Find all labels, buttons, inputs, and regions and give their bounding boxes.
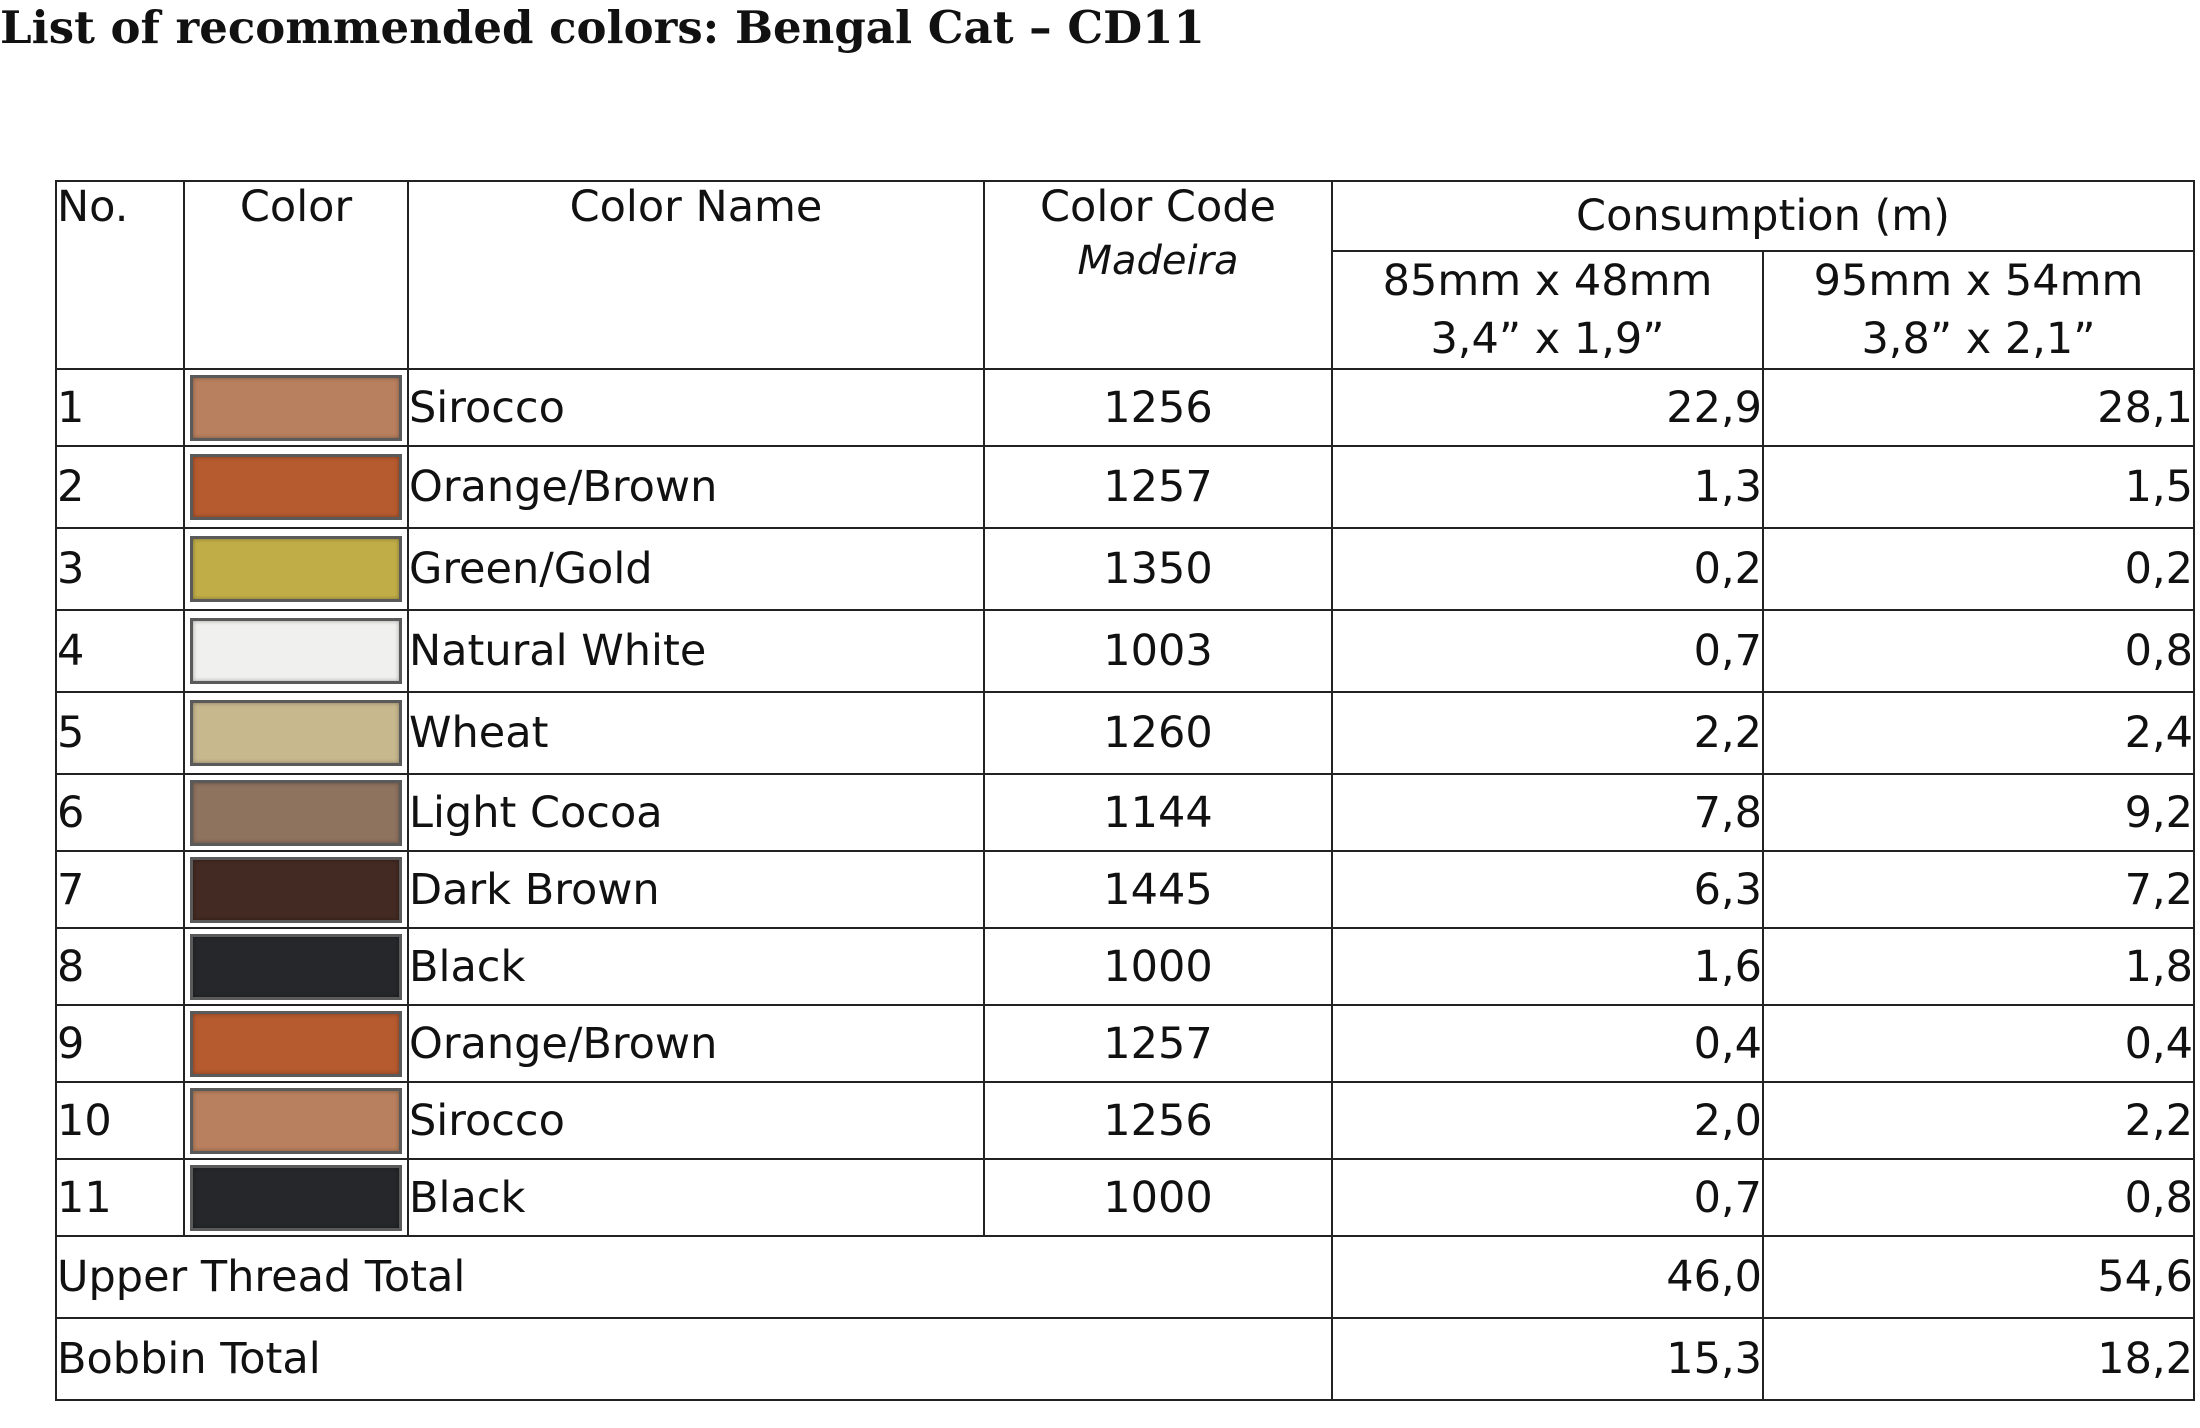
color-name: Light Cocoa [408,774,984,851]
color-swatch [190,857,402,923]
color-code: 1256 [984,369,1332,446]
consumption-large: 2,4 [1763,692,2194,774]
header-color: Color [184,181,408,369]
table-row [56,446,2194,528]
color-code: 1144 [984,774,1332,851]
consumption-large: 28,1 [1763,369,2194,446]
color-code: 1256 [984,1082,1332,1159]
header-color-name: Color Name [408,181,984,369]
color-name: Black [408,928,984,1005]
swatch-cell [184,928,408,1005]
header-color-code [984,181,1332,369]
row-number: 5 [56,692,184,774]
consumption-small: 7,8 [1332,774,1763,851]
row-number: 7 [56,851,184,928]
consumption-large: 0,2 [1763,528,2194,610]
color-code: 1000 [984,1159,1332,1236]
consumption-small: 6,3 [1332,851,1763,928]
table-row [56,528,2194,610]
table-body [56,369,2194,1400]
color-name: Sirocco [408,1082,984,1159]
color-name: Wheat [408,692,984,774]
color-swatch [190,934,402,1000]
consumption-large: 0,8 [1763,1159,2194,1236]
header-size-small-imperial: 3,4” x 1,9” [1430,314,1665,364]
consumption-small: 0,4 [1332,1005,1763,1082]
swatch-cell [184,1005,408,1082]
swatch-cell [184,692,408,774]
swatch-cell [184,851,408,928]
row-number: 1 [56,369,184,446]
color-swatch [190,700,402,766]
consumption-small: 2,2 [1332,692,1763,774]
color-name: Sirocco [408,369,984,446]
color-name: Green/Gold [408,528,984,610]
header-color-code-label: Color Code [1039,182,1277,232]
consumption-large: 1,5 [1763,446,2194,528]
table-row [56,851,2194,928]
table-row [56,928,2194,1005]
row-number: 8 [56,928,184,1005]
header-size-large-metric: 95mm x 54mm [1813,256,2144,306]
color-name: Orange/Brown [408,446,984,528]
color-code: 1260 [984,692,1332,774]
row-number: 10 [56,1082,184,1159]
color-swatch [190,1011,402,1077]
header-no: No. [56,181,184,369]
table-header [56,181,2194,369]
total-label: Bobbin Total [56,1318,1332,1400]
row-number: 2 [56,446,184,528]
row-number: 6 [56,774,184,851]
total-large: 18,2 [1763,1318,2194,1400]
header-consumption: Consumption (m) [1332,181,2194,251]
header-size-large [1763,251,2194,369]
consumption-large: 7,2 [1763,851,2194,928]
row-number: 9 [56,1005,184,1082]
swatch-cell [184,1159,408,1236]
swatch-cell [184,446,408,528]
color-code: 1000 [984,928,1332,1005]
color-swatch [190,780,402,846]
header-size-small-metric: 85mm x 48mm [1382,256,1713,306]
color-swatch [190,618,402,684]
consumption-small: 1,3 [1332,446,1763,528]
swatch-cell [184,610,408,692]
consumption-small: 22,9 [1332,369,1763,446]
consumption-small: 0,2 [1332,528,1763,610]
table-row [56,692,2194,774]
total-large: 54,6 [1763,1236,2194,1318]
page-title: List of recommended colors: Bengal Cat – CD11 [0,1,1205,54]
color-swatch [190,375,402,441]
swatch-cell [184,369,408,446]
consumption-small: 0,7 [1332,610,1763,692]
upper-thread-total-row [56,1236,2194,1318]
swatch-cell [184,1082,408,1159]
total-label: Upper Thread Total [56,1236,1332,1318]
bobbin-total-row [56,1318,2194,1400]
consumption-small: 0,7 [1332,1159,1763,1236]
row-number: 4 [56,610,184,692]
color-name: Orange/Brown [408,1005,984,1082]
color-code: 1350 [984,528,1332,610]
consumption-large: 9,2 [1763,774,2194,851]
color-swatch [190,1088,402,1154]
table-row [56,774,2194,851]
consumption-small: 2,0 [1332,1082,1763,1159]
consumption-large: 0,8 [1763,610,2194,692]
swatch-cell [184,774,408,851]
color-swatch [190,1165,402,1231]
header-size-large-imperial: 3,8” x 2,1” [1861,314,2096,364]
table-row [56,1159,2194,1236]
total-small: 46,0 [1332,1236,1763,1318]
color-code: 1257 [984,446,1332,528]
total-small: 15,3 [1332,1318,1763,1400]
consumption-large: 0,4 [1763,1005,2194,1082]
color-code: 1445 [984,851,1332,928]
consumption-small: 1,6 [1332,928,1763,1005]
header-size-small [1332,251,1763,369]
color-code: 1257 [984,1005,1332,1082]
color-name: Dark Brown [408,851,984,928]
colors-table [55,180,2195,1401]
color-name: Black [408,1159,984,1236]
consumption-large: 1,8 [1763,928,2194,1005]
row-number: 11 [56,1159,184,1236]
color-swatch [190,454,402,520]
table-row [56,1005,2194,1082]
row-number: 3 [56,528,184,610]
color-swatch [190,536,402,602]
color-code: 1003 [984,610,1332,692]
header-color-code-brand: Madeira [1077,238,1239,284]
color-name: Natural White [408,610,984,692]
table-row [56,1082,2194,1159]
table-row [56,610,2194,692]
swatch-cell [184,528,408,610]
table-row [56,369,2194,446]
consumption-large: 2,2 [1763,1082,2194,1159]
